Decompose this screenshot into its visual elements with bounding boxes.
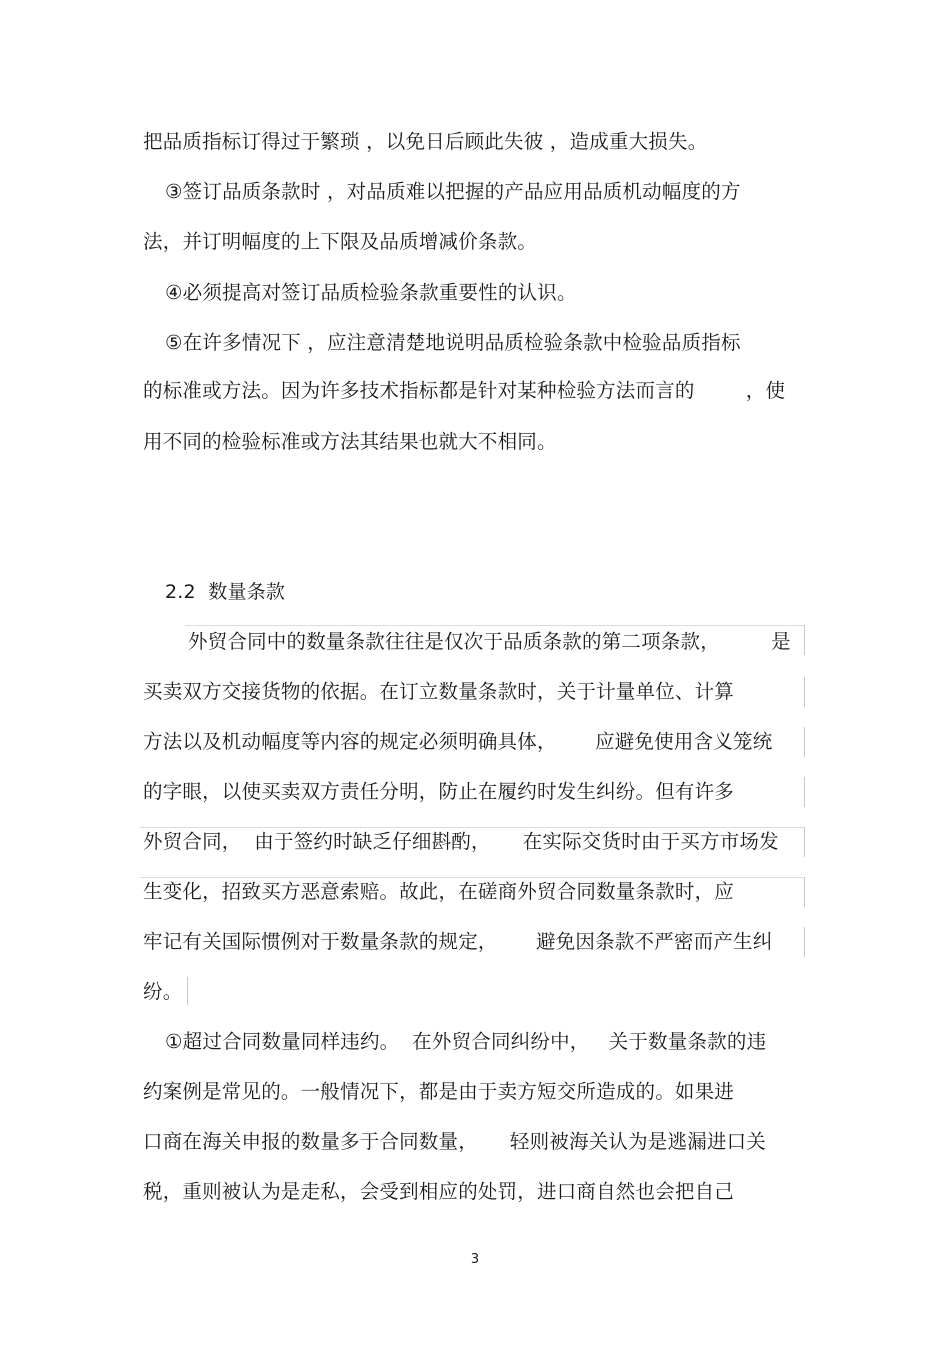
frame-right-bar — [804, 927, 805, 957]
paragraph-line: 的标准或方法。因为许多技术指标都是针对某种检验方法而言的 ，使 — [143, 379, 786, 402]
paragraph-line: 约案例是常见的。一般情况下，都是由于卖方短交所造成的。如果进 — [143, 1080, 735, 1103]
page-number: 3 — [470, 1252, 480, 1267]
paragraph-line: 口商在海关申报的数量多于合同数量， 轻则被海关认为是逃漏进口关 — [143, 1130, 766, 1153]
frame-right-bar — [804, 677, 805, 707]
paragraph-line: ⑤在许多情况下 ，应注意清楚地说明品质检验条款中检验品质指标 — [165, 331, 741, 354]
paragraph-line: 用不同的检验标准或方法其结果也就大不相同。 — [143, 430, 557, 453]
paragraph-line: 生变化，招致买方恶意索赔。故此，在磋商外贸合同数量条款时，应 — [143, 880, 735, 903]
frame-right-bar — [804, 777, 805, 807]
frame-right-bar — [804, 877, 805, 907]
paragraph-line: 买卖双方交接货物的依据。在订立数量条款时，关于计量单位、计算 — [143, 680, 735, 703]
paragraph-line: 纷。 — [143, 980, 183, 1003]
paragraph-line: 把品质指标订得过于繁琐 ，以免日后顾此失彼 ，造成重大损失。 — [143, 130, 708, 153]
paragraph-line: ④必须提高对签订品质检验条款重要性的认识。 — [165, 281, 577, 304]
section-heading: 2.2 数量条款 — [165, 581, 286, 603]
paragraph-line: 税，重则被认为是走私，会受到相应的处罚，进口商自然也会把自己 — [143, 1180, 735, 1203]
frame-right-bar — [804, 727, 805, 757]
frame-right-bar — [804, 625, 805, 655]
paragraph-line: 牢记有关国际惯例对于数量条款的规定， 避免因条款不严密而产生纠 — [143, 930, 773, 953]
paragraph-line: 法，并订明幅度的上下限及品质增减价条款。 — [143, 230, 538, 253]
paragraph-line: 外贸合同， 由于签约时缺乏仔细斟酌， 在实际交货时由于买方市场发 — [143, 830, 779, 853]
frame-right-bar — [804, 827, 805, 857]
paragraph-line: 的字眼，以使买卖双方责任分明，防止在履约时发生纠纷。但有许多 — [143, 780, 735, 803]
paragraph-line: 外贸合同中的数量条款往往是仅次于品质条款的第二项条款， 是 — [188, 630, 791, 653]
frame-right-bar — [187, 977, 188, 1005]
paragraph-line: ①超过合同数量同样违约。 在外贸合同纠纷中， 关于数量条款的违 — [165, 1030, 767, 1053]
frame-top-line — [185, 625, 805, 626]
paragraph-line: 方法以及机动幅度等内容的规定必须明确具体， 应避免使用含义笼统 — [143, 730, 773, 753]
paragraph-line: ③签订品质条款时 ，对品质难以把握的产品应用品质机动幅度的方 — [165, 180, 741, 203]
